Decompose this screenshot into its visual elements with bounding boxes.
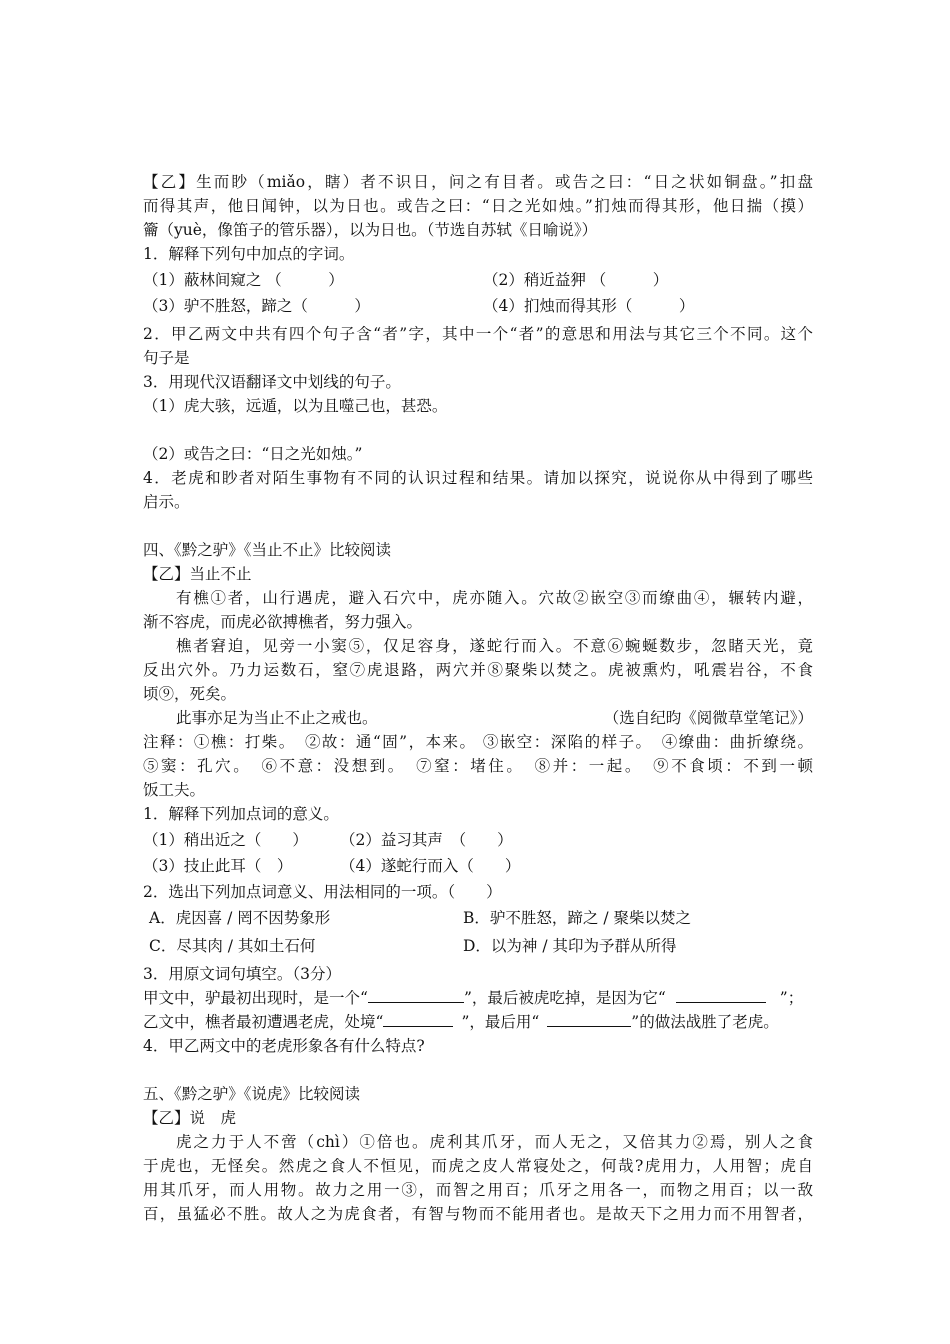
section-4-para-2-line-3: 顷⑨，死矣。 bbox=[143, 685, 237, 703]
answer-blank[interactable] bbox=[368, 986, 464, 1003]
section-4-source: （选自纪昀《阅微草堂笔记》） bbox=[603, 709, 813, 727]
section-5-title: 五、《黔之驴》《说虎》比较阅读 bbox=[143, 1085, 361, 1103]
section-4-question-1-row-2 bbox=[143, 854, 813, 878]
section-4-question-3: 3．用原文词句填空。（3分） bbox=[143, 965, 341, 983]
section-5-line-2: 于虎也，无怪矣。然虎之食人不恒见，而虎之皮人常寝处之，何哉?虎用力，人用智；虎自 bbox=[143, 1157, 813, 1175]
option-b: B．驴不胜怒，蹄之 / 聚柴以焚之 bbox=[463, 909, 691, 927]
fill-text: ”，最后用“ bbox=[461, 1013, 540, 1031]
question-3: 3．用现代汉语翻译文中划线的句子。 bbox=[143, 373, 401, 391]
section-4-notes-line-2: ⑤窦：孔穴。 ⑥不意：没想到。 ⑦窒：堵住。 ⑧并：一起。 ⑨不食顷：不到一顿 bbox=[143, 757, 813, 775]
section-5-subtitle: 【乙】说 虎 bbox=[143, 1109, 237, 1127]
question-1-row-2 bbox=[143, 294, 813, 318]
fill-text: ”的做法战胜了老虎。 bbox=[631, 1013, 779, 1031]
fill-text: ”； bbox=[779, 989, 804, 1007]
question-3-item-2: （2）或告之曰：“日之光如烛。” bbox=[143, 445, 363, 463]
question-3-item-1: （1）虎大骇，远遁，以为且噬己也，甚恐。 bbox=[143, 397, 448, 415]
question-1-item-1: （1）蔽林间窥之 （ ） bbox=[143, 271, 344, 289]
section-5-line-1: 虎之力于人不啻（chì）①倍也。虎利其爪牙，而人无之，又倍其力②焉，别人之食 bbox=[176, 1133, 813, 1151]
section-4-question-1: 1．解释下列加点词的意义。 bbox=[143, 805, 339, 823]
question-1: 1．解释下列句中加点的字词。 bbox=[143, 245, 355, 263]
passage-yi-line-3: 籥（yuè，像笛子的管乐器），以为日也。（节选自苏轼《日喻说》） bbox=[143, 221, 598, 239]
question-2-line-2: 句子是 bbox=[143, 349, 190, 367]
passage-yi-line-2: 而得其声，他日闻钟，以为日也。或告之曰：“日之光如烛。”扪烛而得其形，他日揣（摸） bbox=[143, 197, 813, 215]
section-4-question-2: 2．选出下列加点词意义、用法相同的一项。（ ） bbox=[143, 883, 502, 901]
section-4-question-1-item-4: （4）遂蛇行而入（ ） bbox=[340, 857, 521, 875]
section-4-para-3 bbox=[176, 706, 813, 730]
fill-text: 乙文中，樵者最初遭遇老虎，处境“ bbox=[143, 1013, 384, 1031]
section-4-question-1-item-3: （3）技止此耳（ ） bbox=[143, 857, 293, 875]
section-4-notes-line-1: 注释：①樵：打柴。 ②故：通“固”，本来。 ③嵌空：深陷的样子。 ④缭曲：曲折缭绕。 bbox=[143, 733, 813, 751]
section-4-notes-line-3: 饭工夫。 bbox=[143, 781, 206, 799]
section-4-question-1-row-1 bbox=[143, 828, 813, 852]
answer-blank[interactable] bbox=[676, 986, 766, 1003]
question-4-line-2: 启示。 bbox=[143, 493, 190, 511]
question-1-item-4: （4）扪烛而得其形（ ） bbox=[483, 297, 695, 315]
question-4-line-1: 4．老虎和眇者对陌生事物有不同的认识过程和结果。请加以探究，说说你从中得到了哪些 bbox=[143, 469, 813, 487]
section-5-line-4: 百，虽猛必不胜。故人之为虎食者，有智与物而不能用者也。是故天下之用力而不用智者， bbox=[143, 1205, 813, 1223]
section-4-para-2-line-1: 樵者窘迫，见旁一小窦⑤，仅足容身，遂蛇行而入。不意⑥蜿蜒数步，忽睹天光，竟 bbox=[176, 637, 813, 655]
section-4-para-1-line-1: 有樵①者，山行遇虎，避入石穴中，虎亦随入。穴故②嵌空③而缭曲④，辗转内避， bbox=[176, 589, 813, 607]
section-4-title: 四、《黔之驴》《当止不止》比较阅读 bbox=[143, 541, 392, 559]
question-1-item-2: （2）稍近益狎 （ ） bbox=[483, 271, 669, 289]
question-2-line-1: 2．甲乙两文中共有四个句子含“者”字，其中一个“者”的意思和用法与其它三个不同。这个 bbox=[143, 325, 813, 343]
passage-yi-line-1: 【乙】生而眇（miǎo，瞎）者不识日，问之有目者。或告之曰：“日之状如铜盘。”扣盘 bbox=[143, 173, 813, 191]
section-4-question-1-item-1: （1）稍出近之（ ） bbox=[143, 831, 308, 849]
section-4-question-3-line-1 bbox=[143, 986, 813, 1010]
question-1-row-1 bbox=[143, 268, 813, 292]
section-4-subtitle: 【乙】当止不止 bbox=[143, 565, 252, 583]
section-4-question-2-row-1 bbox=[143, 906, 813, 930]
fill-text: 甲文中，驴最初出现时，是一个“ bbox=[143, 989, 368, 1007]
answer-blank[interactable] bbox=[383, 1010, 453, 1027]
section-4-moral: 此事亦足为当止不止之戒也。 bbox=[176, 709, 378, 727]
question-1-item-3: （3）驴不胜怒，蹄之（ ） bbox=[143, 297, 370, 315]
section-4-para-2-line-2: 反出穴外。乃力运数石，窒⑦虎退路，两穴并⑧聚柴以焚之。虎被熏灼，吼震岩谷，不食 bbox=[143, 661, 813, 679]
section-4-para-1-line-2: 渐不容虎，而虎必欲搏樵者，努力强入。 bbox=[143, 613, 423, 631]
section-5-line-3: 用其爪牙，而人用物。故力之用一③，而智之用百；爪牙之用各一，而物之用百；以一敌 bbox=[143, 1181, 813, 1199]
section-4-question-4: 4．甲乙两文中的老虎形象各有什么特点? bbox=[143, 1037, 425, 1055]
option-c: C．尽其肉 / 其如土石何 bbox=[149, 937, 316, 955]
section-4-question-2-row-2 bbox=[143, 934, 813, 958]
section-4-question-3-line-2 bbox=[143, 1010, 813, 1034]
answer-blank[interactable] bbox=[547, 1010, 631, 1027]
fill-text: ”，最后被虎吃掉，是因为它“ bbox=[463, 989, 666, 1007]
option-a: A．虎因喜 / 罔不因势象形 bbox=[149, 909, 331, 927]
section-4-question-1-item-2: （2）益习其声 （ ） bbox=[340, 831, 513, 849]
option-d: D．以为神 / 其印为予群从所得 bbox=[463, 937, 677, 955]
